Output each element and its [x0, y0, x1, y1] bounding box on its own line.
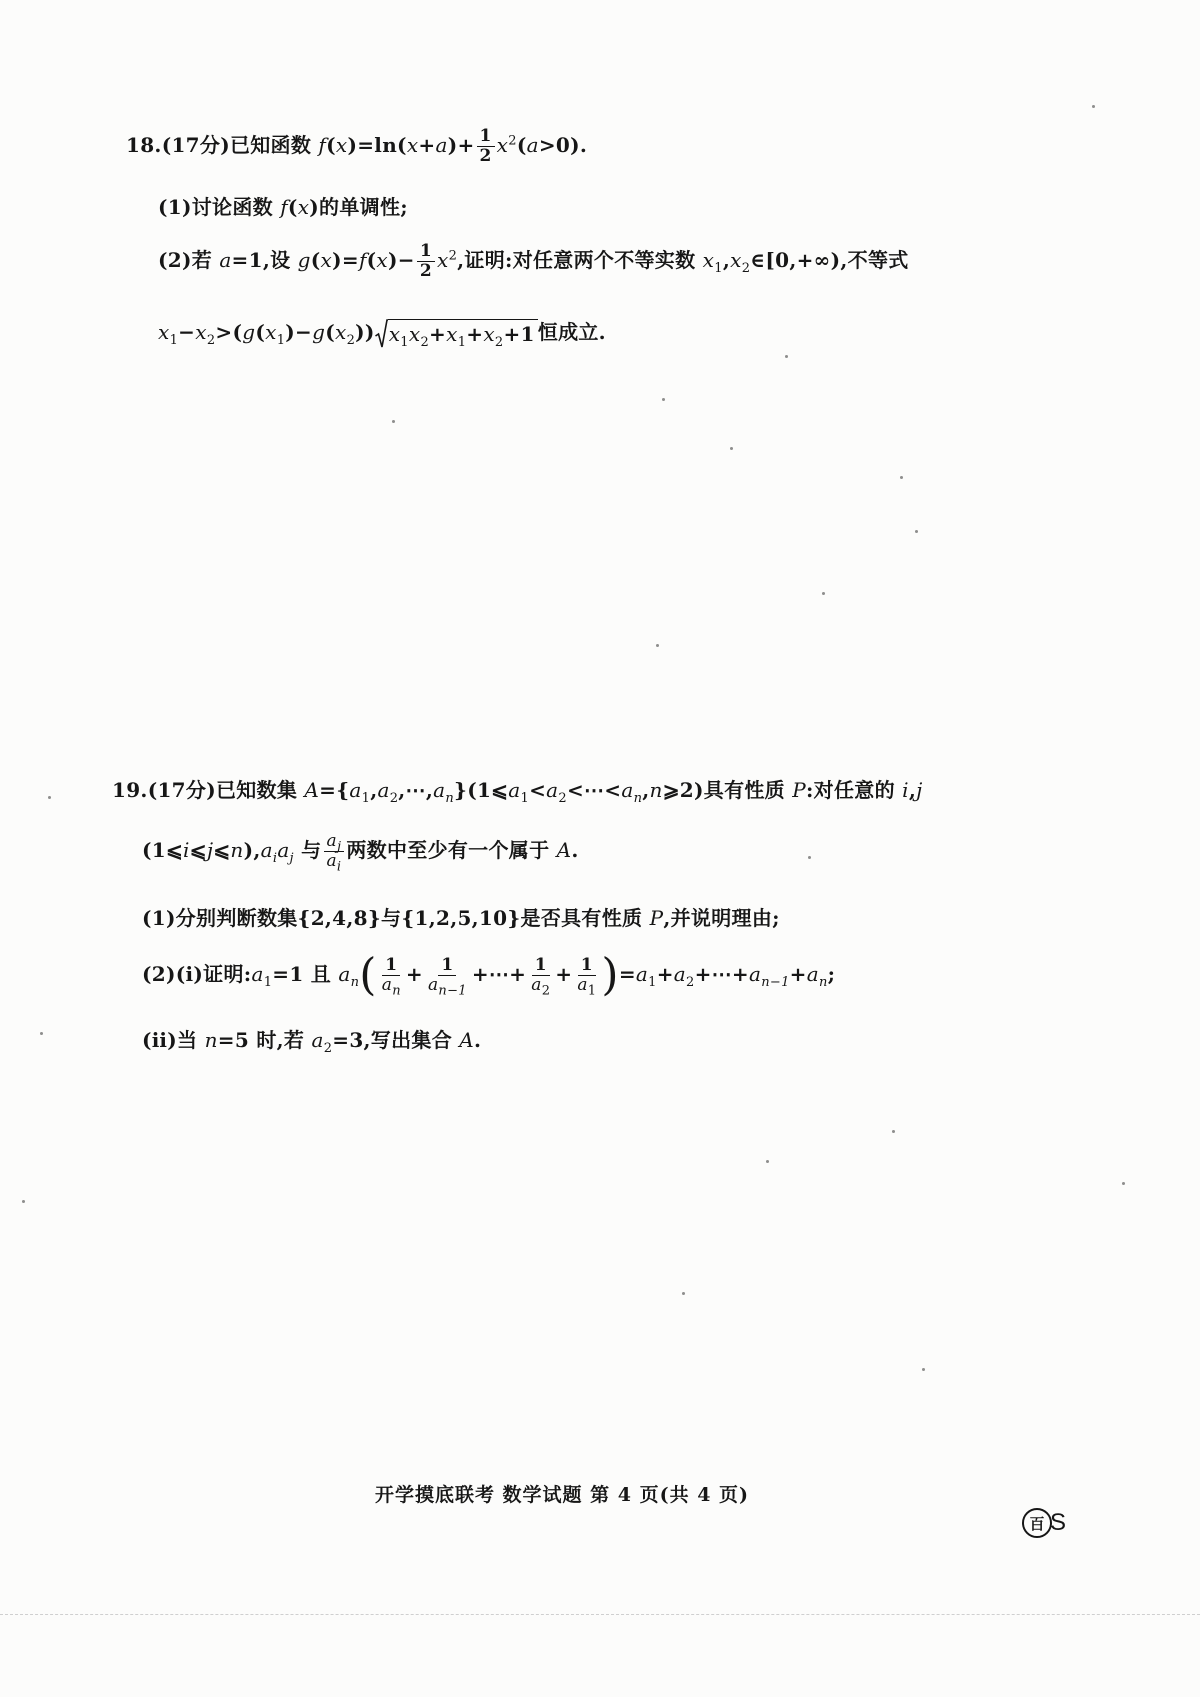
big-parenthesis: (: [359, 949, 377, 1001]
math-variable: a: [219, 248, 232, 272]
math-text: +: [418, 133, 436, 157]
math-variable: a: [311, 1028, 324, 1052]
subscript: n: [445, 791, 455, 806]
math-variable: a: [260, 838, 273, 862]
subscript: 1: [169, 333, 179, 348]
math-text: )−: [388, 248, 415, 272]
math-variable: a: [277, 838, 290, 862]
subscript: n−1: [761, 975, 790, 990]
subscript: 2: [541, 983, 551, 999]
math-text: 恒成立.: [537, 320, 606, 344]
subscript: n−1: [438, 983, 467, 999]
math-variable: a: [326, 851, 337, 871]
math-text: ,: [908, 778, 917, 802]
math-text: 1: [534, 955, 547, 975]
math-variable: a: [326, 831, 337, 851]
subscript: n: [633, 791, 643, 806]
math-text: =: [618, 962, 636, 986]
problem-19-stem-line-2: [142, 830, 579, 875]
math-text: )的单调性;: [309, 195, 408, 219]
logo-letter: S: [1050, 1509, 1067, 1536]
fraction: [323, 831, 344, 875]
math-variable: a: [806, 962, 819, 986]
math-text: 2: [479, 146, 492, 166]
math-text: (: [310, 248, 321, 272]
subscript: 2: [323, 1041, 333, 1056]
fraction: [477, 127, 495, 166]
math-text: +: [789, 962, 807, 986]
math-text: ⩽: [189, 838, 207, 862]
problem-18-part-2-line-2: [158, 312, 606, 352]
scan-speck: [1122, 1182, 1125, 1185]
scan-speck: [682, 1292, 685, 1295]
math-variable: f: [358, 248, 367, 272]
math-text: }(1⩽: [454, 778, 509, 802]
scan-speck: [900, 476, 903, 479]
fraction-denominator: [379, 975, 404, 999]
subscript: 2: [346, 333, 356, 348]
math-text: (: [326, 133, 336, 157]
math-variable: a: [577, 975, 588, 995]
math-text: )=ln(: [347, 133, 407, 157]
math-text: +⋯+: [471, 962, 527, 986]
math-text: +: [555, 962, 573, 986]
math-variable: n: [230, 838, 244, 862]
subscript: i: [272, 851, 278, 866]
subscript: 1: [400, 334, 409, 350]
big-parenthesis: ): [601, 949, 619, 1001]
scan-speck: [785, 355, 788, 358]
scan-speck: [662, 398, 665, 401]
math-text: =3,写出集合: [332, 1028, 460, 1052]
math-text: (2)(ⅰ)证明:: [142, 962, 252, 986]
subscript: 2: [494, 334, 504, 350]
subscript: 1: [276, 333, 286, 348]
math-variable: x: [158, 320, 170, 344]
math-text: (1⩽: [142, 838, 184, 862]
math-variable: A: [459, 1028, 475, 1052]
scan-speck: [808, 856, 811, 859]
fraction-denominator: [528, 975, 553, 999]
math-variable: a: [433, 778, 446, 802]
scan-speck: [766, 1160, 769, 1163]
math-variable: A: [304, 778, 320, 802]
math-variable: x: [406, 133, 419, 157]
math-text: )): [355, 320, 375, 344]
scan-speck: [915, 530, 918, 533]
math-variable: x: [195, 320, 207, 344]
radical-sign-icon: [375, 319, 388, 349]
math-variable: P: [792, 778, 806, 802]
scan-speck: [1092, 105, 1095, 108]
fraction-numerator: [532, 956, 550, 976]
fraction-denominator: [323, 851, 344, 875]
scan-speck: [22, 1200, 25, 1203]
math-text: 1: [479, 126, 492, 146]
math-text: (: [516, 133, 527, 157]
math-text: 1: [441, 955, 454, 975]
math-text: ;: [827, 962, 836, 986]
radicand: [388, 319, 538, 348]
fraction: [528, 955, 553, 999]
math-text: 1: [580, 955, 593, 975]
subscript: n: [392, 983, 401, 999]
math-variable: a: [546, 778, 559, 802]
math-text: )+: [447, 133, 475, 157]
math-text: .: [571, 838, 579, 862]
subscript: 1: [263, 975, 273, 990]
scan-edge-line: [0, 1614, 1200, 1615]
math-text: ={: [319, 778, 350, 802]
math-variable: a: [621, 778, 634, 802]
math-text: <⋯<: [566, 778, 622, 802]
math-text: =5 时,若: [217, 1028, 312, 1052]
math-text: ⩾2)具有性质: [662, 778, 793, 802]
math-text: ∈[0,+∞),不等式: [750, 248, 909, 272]
math-variable: a: [508, 778, 521, 802]
subscript: n: [818, 975, 828, 990]
subscript: 2: [389, 791, 399, 806]
fraction-denominator: [425, 975, 470, 999]
logo-mark: 百: [1022, 1508, 1052, 1538]
math-text: +: [405, 962, 423, 986]
math-text: ,证明:对任意两个不等实数: [457, 248, 703, 272]
math-variable: A: [556, 838, 572, 862]
math-text: −: [178, 320, 196, 344]
scan-speck: [922, 1368, 925, 1371]
math-text: +1: [503, 321, 535, 346]
fraction-numerator: [417, 242, 435, 262]
math-text: 1: [385, 955, 398, 975]
math-text: :对任意的: [806, 778, 903, 802]
problem-18-part-2-line-1: [158, 240, 909, 281]
problem-18-stem: [126, 125, 587, 166]
fraction-numerator: [578, 956, 596, 976]
math-text: 两数中至少有一个属于: [346, 838, 557, 862]
math-variable: a: [338, 962, 351, 986]
math-text: +: [429, 321, 447, 346]
math-variable: a: [635, 962, 649, 986]
math-variable: n: [204, 1028, 218, 1052]
fraction: [417, 242, 435, 281]
math-text: )−: [285, 320, 313, 344]
math-text: 与: [293, 838, 322, 862]
math-variable: j: [206, 838, 214, 862]
math-variable: x: [334, 320, 347, 344]
math-text: 19.(17分)已知数集: [112, 778, 305, 802]
math-variable: x: [483, 321, 495, 346]
scan-speck: [822, 592, 825, 595]
publisher-logo: [1022, 1508, 1066, 1538]
superscript: 2: [448, 248, 458, 264]
math-variable: a: [526, 133, 539, 157]
math-variable: x: [496, 133, 509, 157]
subscript: j: [289, 851, 294, 866]
scan-speck: [730, 447, 733, 450]
math-variable: a: [531, 975, 542, 995]
math-variable: a: [251, 962, 264, 986]
subscript: j: [336, 839, 342, 855]
math-variable: n: [649, 778, 663, 802]
math-variable: g: [297, 248, 311, 272]
math-text: ,: [642, 778, 650, 802]
fraction: [425, 955, 470, 999]
subscript: 1: [648, 975, 657, 990]
math-text: >0).: [538, 133, 588, 157]
math-variable: i: [902, 778, 909, 802]
math-text: >(: [215, 320, 243, 344]
math-text: 2: [419, 261, 432, 281]
math-text: ⩽: [213, 838, 231, 862]
subscript: 1: [361, 791, 371, 806]
math-variable: a: [349, 778, 362, 802]
subscript: 2: [685, 975, 695, 990]
math-text: ),: [243, 838, 261, 862]
fraction: [379, 955, 404, 999]
math-text: .: [474, 1028, 482, 1052]
subscript: 2: [741, 261, 751, 276]
math-text: ,: [722, 248, 731, 272]
scan-speck: [656, 644, 659, 647]
math-variable: x: [408, 321, 421, 346]
superscript: 2: [508, 133, 517, 149]
math-variable: x: [265, 320, 277, 344]
subscript: 1: [714, 261, 723, 276]
math-text: )=: [332, 248, 359, 272]
math-variable: P: [649, 906, 664, 930]
scan-speck: [392, 420, 395, 423]
math-text: (2)若: [158, 248, 220, 272]
math-text: ,并说明理由;: [663, 906, 780, 930]
math-variable: x: [335, 133, 348, 157]
page-footer: 开学摸底联考 数学试题 第 4 页(共 4 页): [374, 1484, 750, 1506]
scan-speck: [48, 796, 51, 799]
subscript: 1: [457, 334, 467, 350]
scan-speck: [40, 1032, 43, 1035]
math-variable: f: [318, 133, 327, 157]
math-variable: x: [376, 248, 389, 272]
math-variable: f: [280, 195, 288, 219]
fraction-numerator: [324, 831, 345, 855]
problem-19-part-2-ii: [142, 1020, 481, 1060]
math-variable: a: [435, 133, 448, 157]
square-root: [375, 319, 538, 349]
math-text: (: [366, 248, 377, 272]
math-text: (: [325, 320, 335, 344]
subscript: i: [336, 859, 342, 875]
math-text: (: [287, 195, 298, 219]
math-variable: x: [388, 321, 401, 346]
math-text: (1)讨论函数: [158, 195, 281, 219]
fraction-numerator: [438, 956, 456, 976]
math-text: <: [529, 778, 547, 802]
fraction-denominator: [574, 975, 599, 999]
fraction: [574, 955, 599, 999]
math-text: =1,设: [231, 248, 298, 272]
math-text: 1: [419, 241, 432, 261]
math-variable: i: [183, 838, 190, 862]
math-variable: g: [242, 320, 256, 344]
subscript: 2: [420, 334, 430, 350]
math-text: +⋯+: [694, 962, 749, 986]
math-text: +: [466, 321, 484, 346]
math-variable: a: [673, 962, 686, 986]
fraction-denominator: [477, 147, 495, 166]
math-variable: x: [436, 248, 449, 272]
math-text: +: [656, 962, 674, 986]
math-text: (1)分别判断数集{2,4,8}与{1,2,5,10}是否具有性质: [142, 906, 650, 930]
problem-19-stem-line-1: [112, 770, 923, 810]
math-variable: g: [312, 320, 326, 344]
math-text: ,: [370, 778, 378, 802]
fraction-numerator: [382, 956, 400, 976]
subscript: 1: [520, 791, 530, 806]
math-variable: a: [381, 975, 393, 995]
problem-19-part-1: [142, 898, 780, 938]
math-variable: j: [916, 778, 923, 802]
subscript: 2: [206, 333, 216, 348]
fraction-numerator: [477, 127, 495, 147]
fraction-denominator: [417, 262, 435, 281]
scan-speck: [892, 1130, 895, 1133]
math-variable: x: [446, 321, 458, 346]
problem-19-part-2-i: [142, 949, 836, 1001]
problem-18-part-1: [158, 187, 408, 227]
math-variable: x: [730, 248, 742, 272]
math-text: ,⋯,: [398, 778, 434, 802]
math-variable: x: [320, 248, 333, 272]
math-variable: x: [297, 195, 310, 219]
math-text: 18.(17分)已知函数: [126, 133, 319, 157]
math-variable: x: [702, 248, 715, 272]
subscript: n: [350, 975, 360, 990]
subscript: 2: [558, 791, 567, 806]
math-variable: a: [377, 778, 390, 802]
subscript: 1: [587, 983, 597, 999]
math-variable: a: [748, 962, 762, 986]
math-text: (: [255, 320, 266, 344]
math-text: (ⅱ)当: [142, 1028, 205, 1052]
math-text: =1 且: [272, 962, 339, 986]
math-variable: a: [427, 975, 439, 995]
